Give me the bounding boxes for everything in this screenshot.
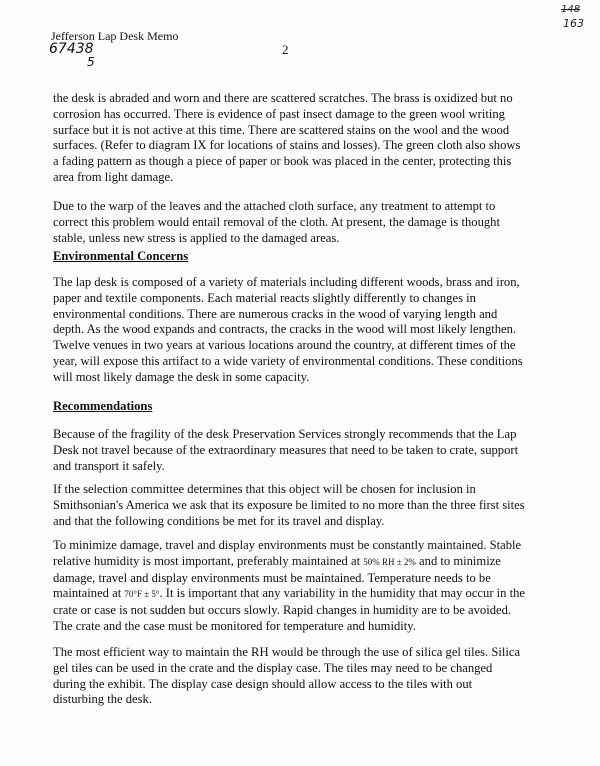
page-number: 2 xyxy=(282,42,289,57)
env-text-1: To minimize damage, travel and display environments must be constantly maintained. Stable relative humidity is most important, preferably maintained at xyxy=(53,538,522,568)
paragraph-environmental: The lap desk is composed of a variety of materials including different woods, brass and iron, paper and textile components. Each material reacts slightly differently to changes in environmental conditions. There are numerous cracks in the wood of varying length and depth. As the wood expands and contracts, the cracks in the wood will most likely lengthen. Twelve venues in two years at various locations around the country, at different times of the year, will expose this artifact to a wide variety of environmental conditions. These conditions will most likely damage the desk in some capacity. xyxy=(53,275,523,384)
paragraph-no-travel: Because of the fragility of the desk Preservation Services strongly recommends that the Lap Desk not travel because of the extraordinary measures that need to be taken to crate, support and transport it safely. xyxy=(53,427,519,473)
accession-number: 67438 xyxy=(49,41,94,57)
accession-sub: 5 xyxy=(87,55,95,69)
memo-title: Jefferson Lap Desk Memo xyxy=(51,29,179,43)
rh-spec: 50% RH ± 2% xyxy=(363,556,416,567)
handwritten-page-number: 163 xyxy=(563,17,584,30)
paragraph-selection: If the selection committee determines that this object will be chosen for inclusion in Smithsonian's America we ask that its exposure be limited to no more than the three first sites and that the following conditions be met for its travel and display. xyxy=(53,482,525,528)
handwritten-crossed-number: 148 xyxy=(561,4,581,15)
temp-spec: 70°F ± 5° xyxy=(124,589,160,600)
paragraph-silica-gel: The most efficient way to maintain the RH would be through the use of silica gel tiles. Silica gel tiles can be used in the crate and the display case. The tiles may need to be changed during the exhibit. The display case design should allow access to the tiles with out disturbing the desk. xyxy=(53,645,521,707)
env-text-3: . It is important that any variability in the humidity that may occur in the crate or case is not sudden but occurs slowly. Rapid changes in humidity are to be avoided. The crate and the case must be monitored for temperature and humidity. xyxy=(53,586,525,633)
paragraph-warp: Due to the warp of the leaves and the attached cloth surface, any treatment to attempt to correct this problem would entail removal of the cloth. At present, the damage is thought stable, unless new stress is applied to the damaged areas. xyxy=(53,199,500,245)
heading-environmental-concerns: Environmental Concerns xyxy=(53,249,189,263)
heading-recommendations: Recommendations xyxy=(53,399,153,413)
env-text-2: and to minimize damage, travel and display environments must be maintained. Temperature needs to be maintained at xyxy=(53,553,501,601)
paragraph-condition: the desk is abraded and worn and there are scattered scratches. The brass is oxidized but no corrosion has occurred. There is evidence of past insect damage to the green wool writing surface but it is not active at this time. There are scattered stains on the wool and the wood surfaces. (Refer to diagram IX for locations of stains and losses). The green cloth also shows a fading pattern as though a piece of paper or book was placed in the center, protecting this area from light damage. xyxy=(53,91,521,184)
paragraph-environment-control xyxy=(53,538,525,635)
